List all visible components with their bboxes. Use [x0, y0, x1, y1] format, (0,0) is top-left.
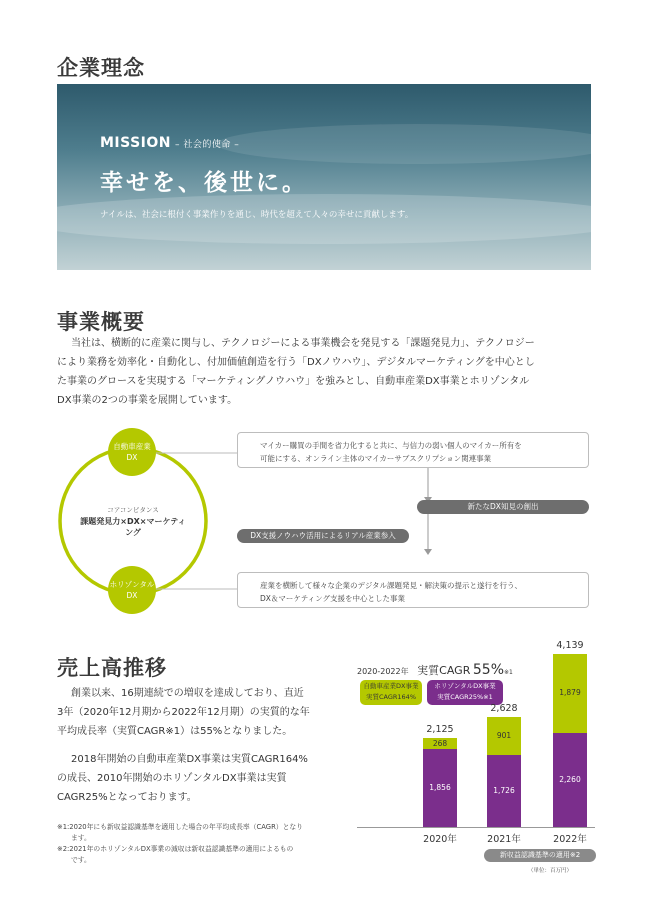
core-competence: コアコンピタンス 課題発見力×DX×マーケティング	[80, 506, 186, 537]
mission-subtext: ナイルは、社会に根付く事業作りを通じ、時代を超えて人々の幸せに貢献します。	[100, 210, 414, 220]
node-auto-dx: 自動車産業 DX	[108, 428, 156, 476]
mission-tagline: 幸せを、後世に。	[100, 170, 308, 196]
mission-label: MISSION – 社会的使命 –	[100, 135, 240, 151]
business-paragraph: 当社は、横断的に産業に関与し、テクノロジーによる事業機会を発見する「課題発見力」、テクノロジー により業務を効率化・自動化し、付加価値創造を行う「DXノウハウ」、デジタルマーケティングを中心とし た事業のグロースを実現する「マーケティングノウハウ」を強みとし、自動車産業DX事業とホリゾンタル DX事業の2つの事業を展開しています。	[57, 338, 535, 406]
category-label: 2022年	[553, 834, 587, 845]
bar-total-label: 2,628	[490, 703, 518, 715]
badge-horizontal-dx: ホリゾンタルDX事業 実質CAGR25%※1	[427, 680, 503, 705]
box-auto-dx: マイカー購買の手間を省力化すると共に、与信力の弱い個人のマイカー所有を 可能にする、オンライン主体のマイカーサブスクリプション関連事業	[237, 432, 589, 468]
chart-title: 2020-2022年 実質CAGR 55%※1	[357, 662, 513, 678]
business-heading: 事業概要	[57, 310, 145, 334]
bar-value-label: 1,856	[429, 783, 451, 793]
chart-unit: （単位：百万円）	[528, 868, 573, 874]
revenue-standard-pill: 新収益認識基準の適用※2	[484, 849, 596, 862]
node-horizontal-dx: ホリゾンタル DX	[108, 566, 156, 614]
philosophy-heading: 企業理念	[57, 56, 145, 80]
category-label: 2020年	[423, 834, 457, 845]
sales-paragraph-1: 創業以来、16期連続での増収を達成しており、直近 3年（2020年12月期から2022年12月期）の実質的な年 平均成長率（実質CAGR※1）は55%となりました。	[57, 688, 310, 737]
bar-value-label: 1,879	[559, 688, 581, 698]
sales-bar-chart	[395, 640, 615, 852]
chart-baseline	[357, 827, 595, 828]
bar-value-label: 2,260	[559, 774, 581, 784]
pill-real-industry: DX支援ノウハウ活用によるリアル産業参入	[237, 529, 409, 543]
sales-footnotes: ※1:2020年にも新収益認識基準を適用した場合の年平均成長率（CAGR）となり ます。 ※2:2021年のホリゾンタルDX事業の減収は新収益認識基準の適用によるもの です。	[57, 823, 303, 864]
bar-total-label: 4,139	[556, 640, 584, 651]
box-horizontal-dx: 産業を横断して様々な企業のデジタル課題発見・解決策の提示と遂行を行う、 DX＆マーケティング支援を中心とした事業	[237, 572, 589, 608]
category-label: 2021年	[487, 834, 521, 845]
sales-heading: 売上高推移	[57, 656, 167, 680]
badge-auto-dx: 自動車産業DX事業 実質CAGR164%	[360, 680, 422, 705]
pill-new-dx-knowledge: 新たなDX知見の創出	[417, 500, 589, 514]
bar-total-label: 2,125	[426, 724, 454, 736]
bar-value-label: 901	[496, 731, 512, 741]
sales-paragraph-2: 2018年開始の自動車産業DX事業は実質CAGR164% の成長、2010年開始のホリゾンタルDX事業は実質 CAGR25%となっております。	[57, 754, 308, 803]
bar-value-label: 1,726	[493, 785, 515, 795]
bar-value-label: 268	[432, 739, 448, 749]
